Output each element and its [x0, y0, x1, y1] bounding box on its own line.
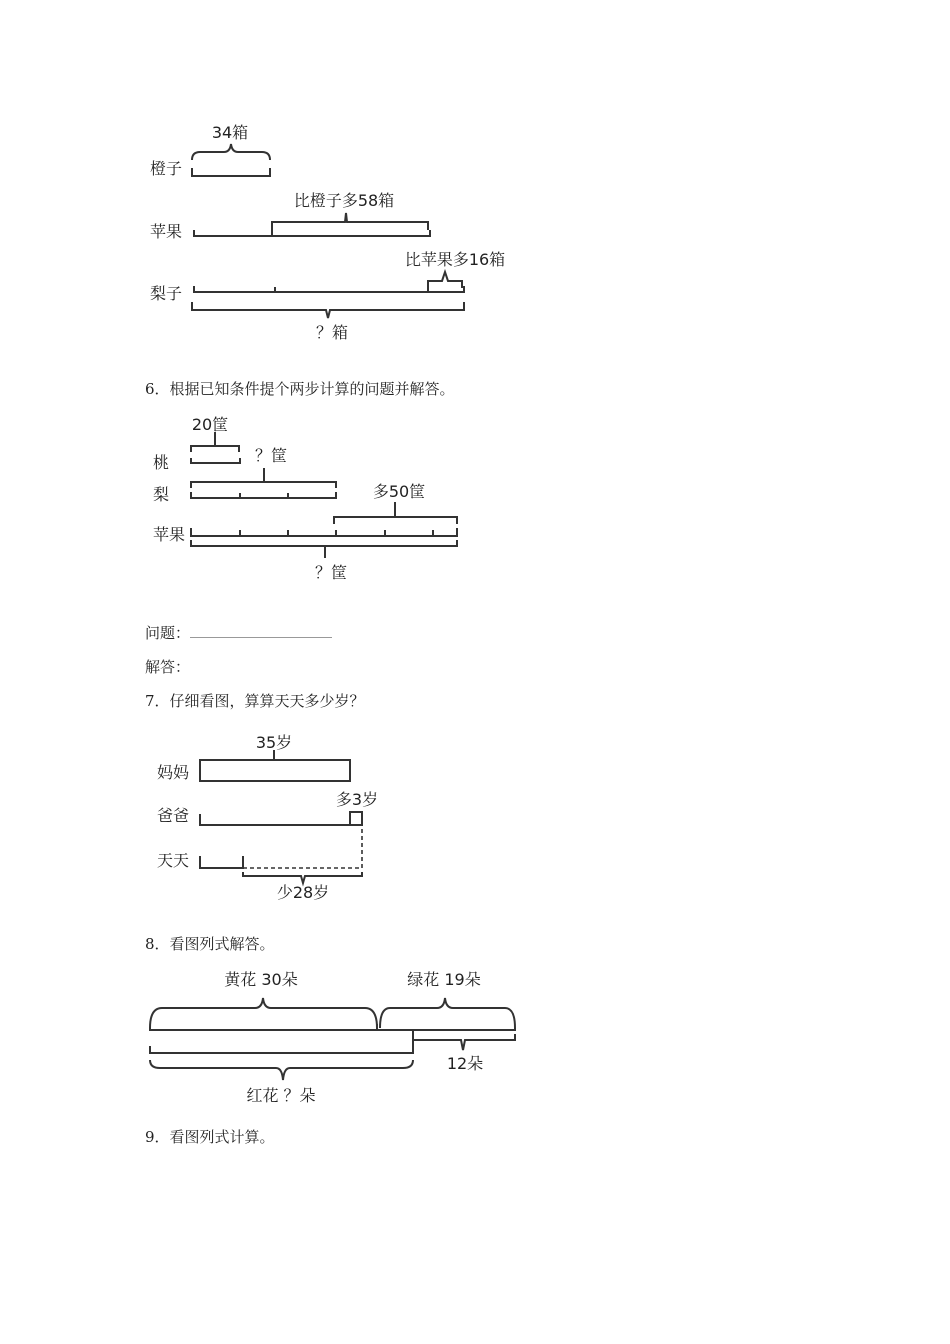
red-bar [150, 1030, 413, 1053]
pear-more-label: 比苹果多16箱 [404, 250, 506, 269]
tiantian-bar [200, 856, 243, 868]
tiantian-label: 天天 [157, 851, 190, 870]
less28-label: 少28岁 [276, 883, 330, 902]
red-label: 红花 ？朵 [246, 1086, 316, 1105]
total-brace [191, 540, 457, 558]
fruit-box-diagram [150, 123, 505, 342]
mom-bar [200, 770, 350, 781]
pear-label: 梨子 [150, 284, 183, 303]
orange-total-label: 34箱 [211, 123, 249, 142]
apple-label: 苹果 [153, 525, 186, 544]
mom-label: 妈妈 [157, 763, 190, 782]
orange-bar [192, 168, 270, 176]
apple-bar [191, 528, 457, 536]
pear-bar [191, 492, 336, 498]
pear-label: 梨 [153, 485, 170, 504]
green-label: 绿花 19朵 [407, 970, 481, 989]
red-brace [150, 1060, 413, 1080]
pear-more-brace [428, 272, 462, 288]
question-6-question-row [145, 623, 332, 643]
question-6-text: 6．根据已知条件提个两步计算的问题并解答。 [145, 380, 455, 398]
orange-brace [192, 144, 270, 160]
top-bar [150, 1024, 515, 1030]
pear-segment-brace [191, 468, 336, 488]
flower-diagram [150, 970, 515, 1105]
less28-brace [243, 872, 362, 883]
apple-bar [194, 230, 430, 236]
peach-qty-label: 20筐 [191, 415, 229, 434]
question-7-text: 7．仔细看图，算算天天多少岁？ [145, 692, 365, 710]
peach-brace [191, 432, 239, 452]
green-brace [380, 998, 515, 1028]
more-brace [334, 502, 457, 524]
twelve-label: 12朵 [446, 1054, 484, 1073]
apple-q-label: ？筐 [314, 563, 348, 582]
dad-bar [200, 812, 362, 825]
mom-age-label: 35岁 [255, 733, 293, 752]
dad-label: 爸爸 [157, 806, 190, 825]
pear-total-label: ？箱 [315, 323, 349, 342]
mom-brace [200, 750, 350, 770]
dashed-extension [243, 827, 362, 868]
question-answer-blank[interactable] [190, 623, 332, 638]
pear-bar [194, 286, 464, 292]
orange-label: 橙子 [150, 159, 183, 178]
apple-label: 苹果 [150, 222, 183, 241]
yellow-label: 黄花 30朵 [224, 970, 298, 989]
peach-bar [191, 458, 240, 463]
age-diagram [157, 733, 378, 902]
yellow-brace [150, 998, 377, 1028]
twelve-brace [413, 1034, 515, 1050]
question-label: 问题： [145, 624, 191, 642]
basket-diagram [153, 415, 457, 582]
more-50-label: 多50筐 [372, 482, 426, 501]
pear-q-label: ？筐 [254, 446, 288, 465]
peach-label: 桃 [153, 453, 170, 472]
apple-more-brace [272, 213, 428, 230]
answer-label: 解答： [145, 658, 191, 676]
more3-label: 多3岁 [335, 790, 379, 809]
question-9-text: 9．看图列式计算。 [145, 1128, 275, 1146]
apple-more-label: 比橙子多58箱 [293, 191, 395, 210]
question-8-text: 8．看图列式解答。 [145, 935, 275, 953]
pear-total-brace [192, 302, 464, 318]
